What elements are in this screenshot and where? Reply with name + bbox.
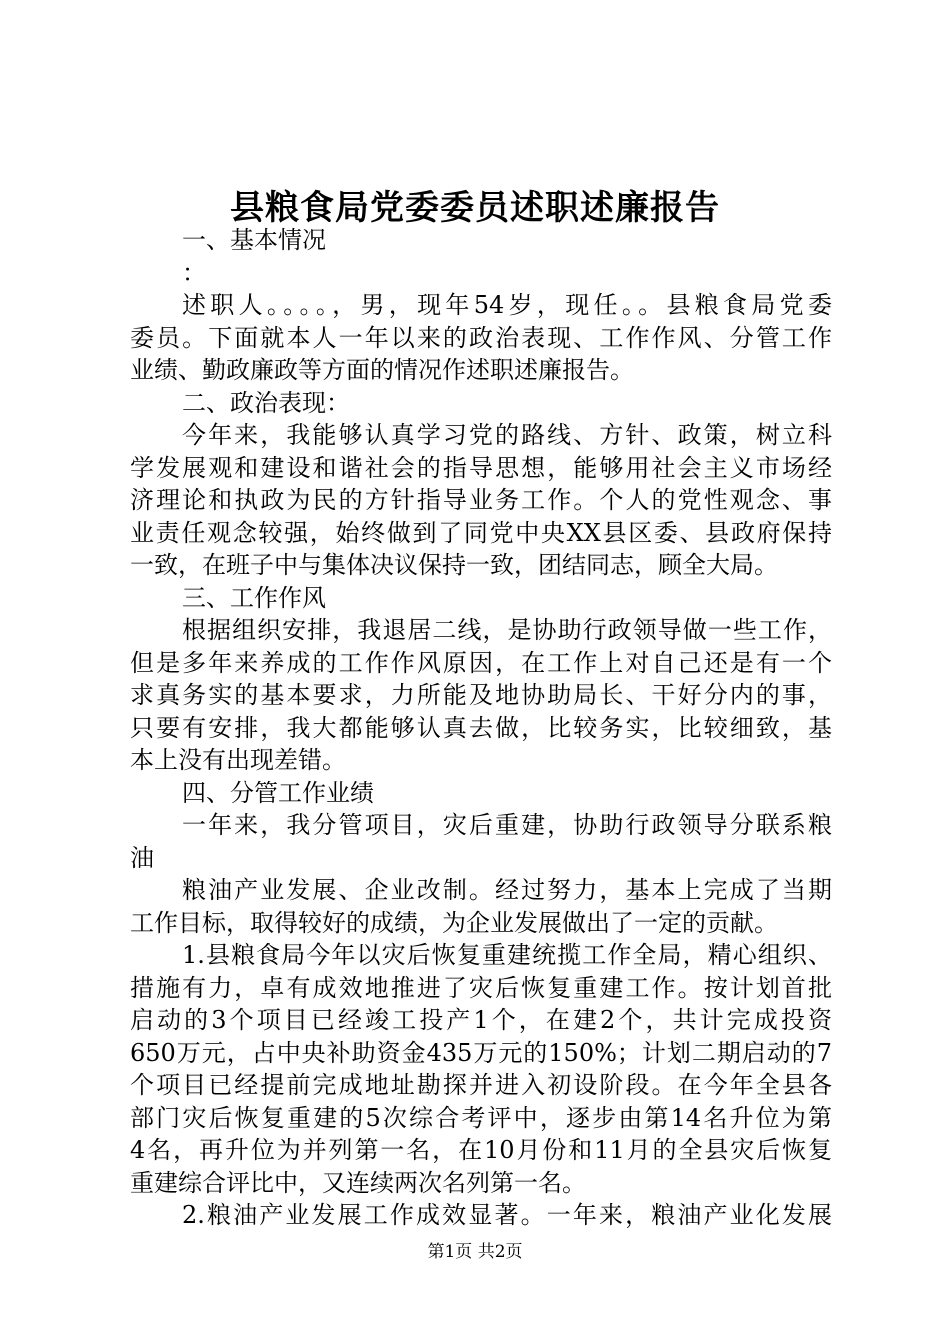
- text-line: 本上没有出现差错。: [130, 746, 346, 774]
- text-line: 部门灾后恢复重建的5次综合考评中，逐步由第14名升位为第: [130, 1103, 832, 1132]
- text-line: 一、基本情况: [182, 226, 326, 254]
- text-line: 油: [130, 843, 154, 872]
- text-line: 学发展观和建设和谐社会的指导思想，能够用社会主义市场经: [130, 453, 832, 482]
- text-line: 四、分管工作业绩: [182, 778, 374, 807]
- text-line: 但是多年来养成的工作作风原因，在工作上对自己还是有一个: [130, 648, 832, 677]
- text-line: 二、政治表现：: [182, 388, 350, 417]
- text-line: 粮油产业发展、企业改制。经过努力，基本上完成了当期: [182, 876, 832, 904]
- text-line: 措施有力，卓有成效地推进了灾后恢复重建工作。按计划首批: [130, 973, 832, 1002]
- text-line: 今年来，我能够认真学习党的路线、方针、政策，树立科: [182, 421, 832, 449]
- text-line: 重建综合评比中，又连续两次名列第一名。: [130, 1168, 586, 1197]
- text-line: 委员。下面就本人一年以来的政治表现、工作作风、分管工作: [130, 323, 832, 352]
- text-line: 业绩、勤政廉政等方面的情况作述职述廉报告。: [130, 356, 634, 384]
- text-line: 济理论和执政为民的方针指导业务工作。个人的党性观念、事: [130, 486, 832, 514]
- text-line: 一年来，我分管项目，灾后重建，协助行政领导分联系粮: [182, 811, 832, 839]
- page-footer: 第1页 共2页: [427, 1242, 523, 1262]
- text-line: 根据组织安排，我退居二线，是协助行政领导做一些工作，: [182, 616, 832, 644]
- text-line: ：: [182, 258, 206, 287]
- text-line: 4名，再升位为并列第一名，在10月份和11月的全县灾后恢复: [130, 1136, 832, 1164]
- text-line: 650万元，占中央补助资金435万元的150%；计划二期启动的7: [130, 1038, 832, 1067]
- text-line: 2.粮油产业发展工作成效显著。一年来，粮油产业化发展: [182, 1201, 832, 1229]
- text-line: 个项目已经提前完成地址勘探并进入初设阶段。在今年全县各: [130, 1071, 832, 1099]
- text-line: 只要有安排，我大都能够认真去做，比较务实，比较细致，基: [130, 713, 832, 742]
- text-line: 启动的3个项目已经竣工投产1个，在建2个，共计完成投资: [130, 1006, 832, 1034]
- text-line: 1.县粮食局今年以灾后恢复重建统揽工作全局，精心组织、: [182, 941, 832, 969]
- document-body: [130, 224, 832, 1232]
- text-line: 述职人。。。。，男，现年54岁，现任。。县粮食局党委: [182, 291, 832, 319]
- text-line: 业责任观念较强，始终做到了同党中央XX县区委、县政府保持: [130, 518, 832, 547]
- text-line: 求真务实的基本要求，力所能及地协助局长、干好分内的事，: [130, 681, 832, 709]
- document-title: 县粮食局党委委员述职述廉报告: [230, 188, 720, 228]
- text-line: 一致，在班子中与集体决议保持一致，团结同志，顾全大局。: [130, 551, 778, 579]
- text-line: 工作目标，取得较好的成绩，为企业发展做出了一定的贡献。: [130, 908, 778, 937]
- text-line: 三、工作作风: [182, 583, 326, 612]
